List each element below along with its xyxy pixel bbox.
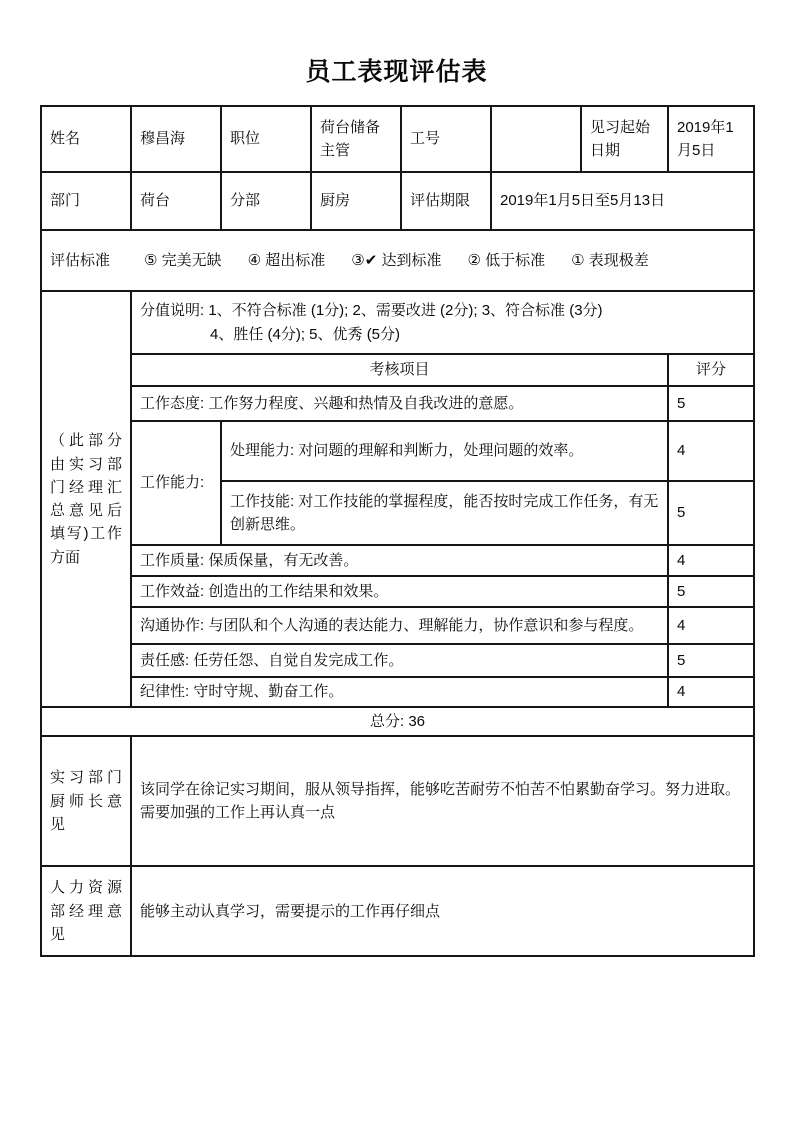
attitude-text: 工作态度: 工作努力程度、兴趣和热情及自我改进的意愿。: [131, 386, 668, 421]
quality-row: [41, 545, 754, 576]
work-skill-score: 5: [668, 481, 754, 545]
work-benefit-score: 5: [668, 576, 754, 607]
ability-group-label: 工作能力:: [131, 421, 221, 545]
assessment-items-header: 考核项目: [131, 354, 668, 386]
evaluation-form-table: [40, 105, 755, 957]
work-quality-text: 工作质量: 保质保量，有无改善。: [131, 545, 668, 576]
division-value: 厨房: [311, 172, 401, 230]
position-label: 职位: [221, 106, 311, 172]
criteria-option-5: ⑤ 完美无缺: [144, 251, 222, 269]
criteria-option-1: ① 表现极差: [571, 251, 649, 269]
criteria-row: [41, 230, 754, 291]
info-row-1: [41, 106, 754, 172]
page-title: 员工表现评估表: [305, 58, 488, 86]
section-side-note: （此部分由实习部门经理汇总意见后填写)工作方面: [41, 291, 131, 707]
criteria-label: 评估标准: [50, 251, 111, 269]
hr-comment-label: 人力资源部经理意见: [41, 866, 131, 956]
communication-text: 沟通协作: 与团队和个人沟通的表达能力、理解能力，协作意识和参与程度。: [131, 607, 668, 644]
hr-comment-row: [41, 866, 754, 956]
communication-row: [41, 607, 754, 644]
scale-note-row: [41, 291, 754, 354]
employee-id-value: [491, 106, 581, 172]
evaluation-period-label: 评估期限: [401, 172, 491, 230]
scale-note-cell: [131, 291, 754, 354]
attitude-row: [41, 386, 754, 421]
work-skill-text: 工作技能: 对工作技能的掌握程度，能否按时完成工作任务，有无创新思维。: [221, 481, 668, 545]
criteria-option-2: ② 低于标准: [467, 251, 546, 269]
total-score-value: 36: [408, 713, 426, 730]
handling-ability-text: 处理能力: 对问题的理解和判断力，处理问题的效率。: [221, 421, 668, 481]
chef-comment-text: 该同学在徐记实习期间，服从领导指挥，能够吃苦耐劳不怕苦不怕累勤奋学习。努力进取。需要加强的工作上再认真一点: [131, 736, 754, 866]
employee-id-label: 工号: [401, 106, 491, 172]
division-label: 分部: [221, 172, 311, 230]
department-label: 部门: [41, 172, 131, 230]
hr-comment-text: 能够主动认真学习，需要提示的工作再仔细点: [131, 866, 754, 956]
chef-comment-label: 实习部门厨师长意见: [41, 736, 131, 866]
benefit-row: [41, 576, 754, 607]
chef-comment-row: [41, 736, 754, 866]
work-quality-score: 4: [668, 545, 754, 576]
criteria-option-3-checked: ③✔ 达到标准: [351, 251, 442, 269]
total-score-label: 总分:: [369, 713, 405, 730]
probation-start-label: 见习起始日期: [581, 106, 668, 172]
total-score-cell: [41, 707, 754, 736]
criteria-cell: [41, 230, 754, 291]
total-score-row: [41, 707, 754, 736]
discipline-row: [41, 677, 754, 707]
name-label: 姓名: [41, 106, 131, 172]
score-header: 评分: [668, 354, 754, 386]
criteria-option-4: ④ 超出标准: [247, 251, 326, 269]
info-row-2: [41, 172, 754, 230]
evaluation-period-value: 2019年1月5日至5月13日: [491, 172, 754, 230]
ability-handling-row: [41, 421, 754, 481]
work-benefit-text: 工作效益: 创造出的工作结果和效果。: [131, 576, 668, 607]
department-value: 荷台: [131, 172, 221, 230]
discipline-text: 纪律性: 守时守规、勤奋工作。: [131, 677, 668, 707]
assessment-header-row: [41, 354, 754, 386]
responsibility-score: 5: [668, 644, 754, 677]
discipline-score: 4: [668, 677, 754, 707]
position-value: 荷台储备主管: [311, 106, 401, 172]
scale-note-line2: 4、胜任 (4分); 5、优秀 (5分): [210, 325, 401, 343]
scale-note-line1: 分值说明: 1、不符合标准 (1分); 2、需要改进 (2分); 3、符合标准 (3分): [140, 302, 603, 320]
responsibility-row: [41, 644, 754, 677]
handling-ability-score: 4: [668, 421, 754, 481]
probation-start-value: 2019年1月5日: [668, 106, 754, 172]
responsibility-text: 责任感: 任劳任怨、自觉自发完成工作。: [131, 644, 668, 677]
communication-score: 4: [668, 607, 754, 644]
name-value: 穆昌海: [131, 106, 221, 172]
attitude-score: 5: [668, 386, 754, 421]
